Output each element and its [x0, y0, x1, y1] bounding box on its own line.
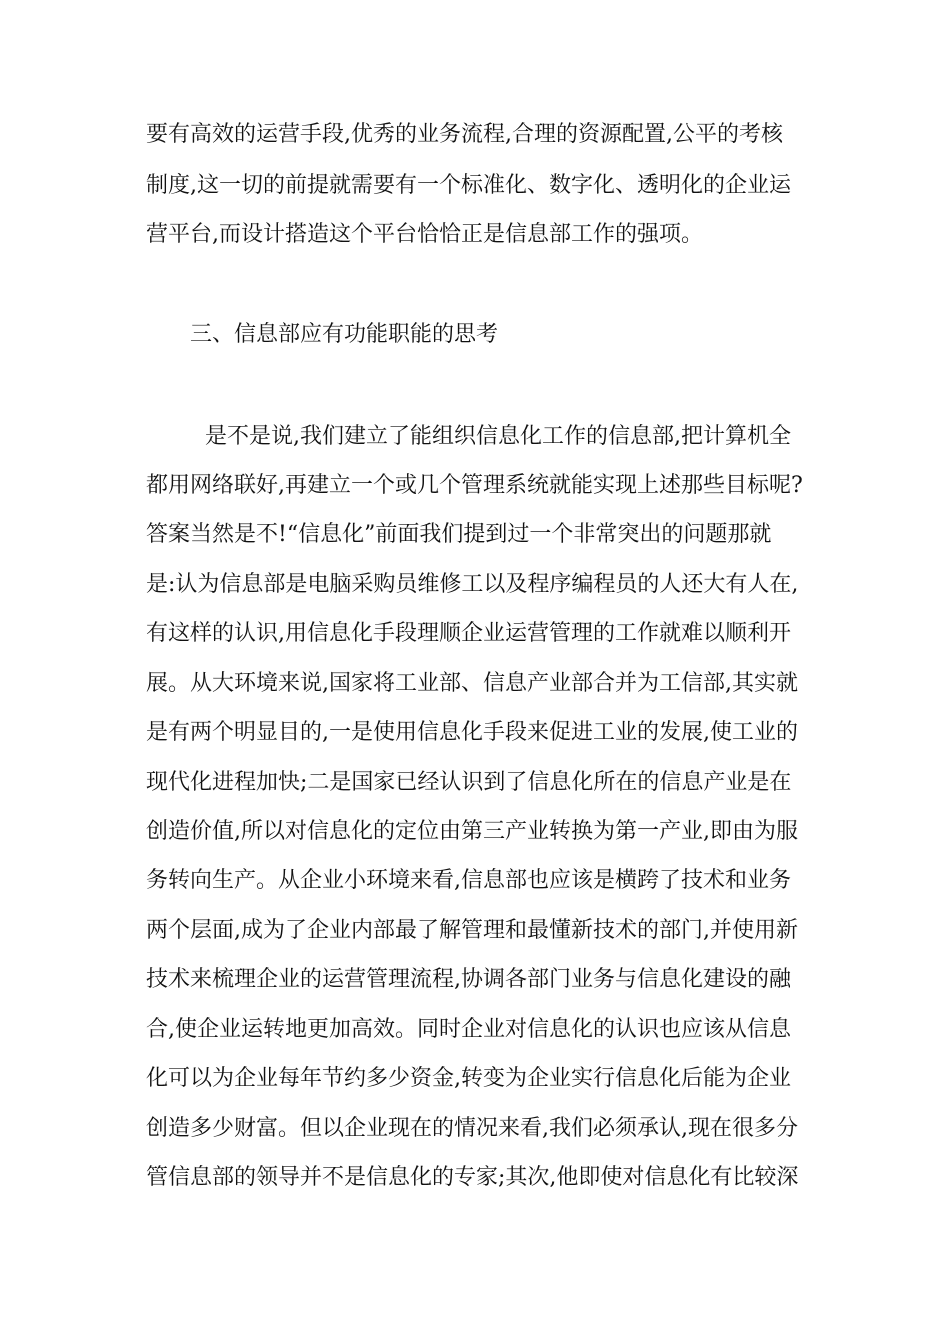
text-line: 答案当然是不!“信息化”前面我们提到过一个非常突出的问题那就	[146, 522, 772, 547]
text-line: 合,使企业运转地更加高效。同时企业对信息化的认识也应该从信息	[146, 1017, 791, 1042]
text-line: 管信息部的领导并不是信息化的专家;其次,他即使对信息化有比较深	[146, 1165, 799, 1190]
text-line: 营平台,而设计搭造这个平台恰恰正是信息部工作的强项。	[146, 222, 703, 247]
section-heading: 三、信息部应有功能职能的思考	[190, 322, 499, 347]
text-line: 是不是说,我们建立了能组织信息化工作的信息部,把计算机全	[205, 424, 791, 449]
text-line: 是有两个明显目的,一是使用信息化手段来促进工业的发展,使工业的	[146, 720, 798, 745]
text-line: 务转向生产。从企业小环境来看,信息部也应该是横跨了技术和业务	[146, 868, 791, 893]
text-line: 制度,这一切的前提就需要有一个标准化、数字化、透明化的企业运	[146, 173, 791, 198]
text-line: 是:认为信息部是电脑采购员维修工以及程序编程员的人还大有人在,	[146, 572, 799, 597]
text-line: 现代化进程加快;二是国家已经认识到了信息化所在的信息产业是在	[146, 770, 792, 795]
text-line: 都用网络联好,再建立一个或几个管理系统就能实现上述那些目标呢?	[146, 473, 803, 498]
text-line: 化可以为企业每年节约多少资金,转变为企业实行信息化后能为企业	[146, 1066, 791, 1091]
text-line: 有这样的认识,用信息化手段理顺企业运营管理的工作就难以顺利开	[146, 621, 791, 646]
text-line: 两个层面,成为了企业内部最了解管理和最懂新技术的部门,并使用新	[146, 918, 798, 943]
text-line: 展。从大环境来说,国家将工业部、信息产业部合并为工信部,其实就	[146, 671, 798, 696]
text-line: 要有高效的运营手段,优秀的业务流程,合理的资源配置,公平的考核	[146, 122, 783, 147]
text-line: 技术来梳理企业的运营管理流程,协调各部门业务与信息化建设的融	[146, 967, 791, 992]
text-line: 创造多少财富。但以企业现在的情况来看,我们必须承认,现在很多分	[146, 1116, 798, 1141]
text-line: 创造价值,所以对信息化的定位由第三产业转换为第一产业,即由为服	[146, 819, 798, 844]
